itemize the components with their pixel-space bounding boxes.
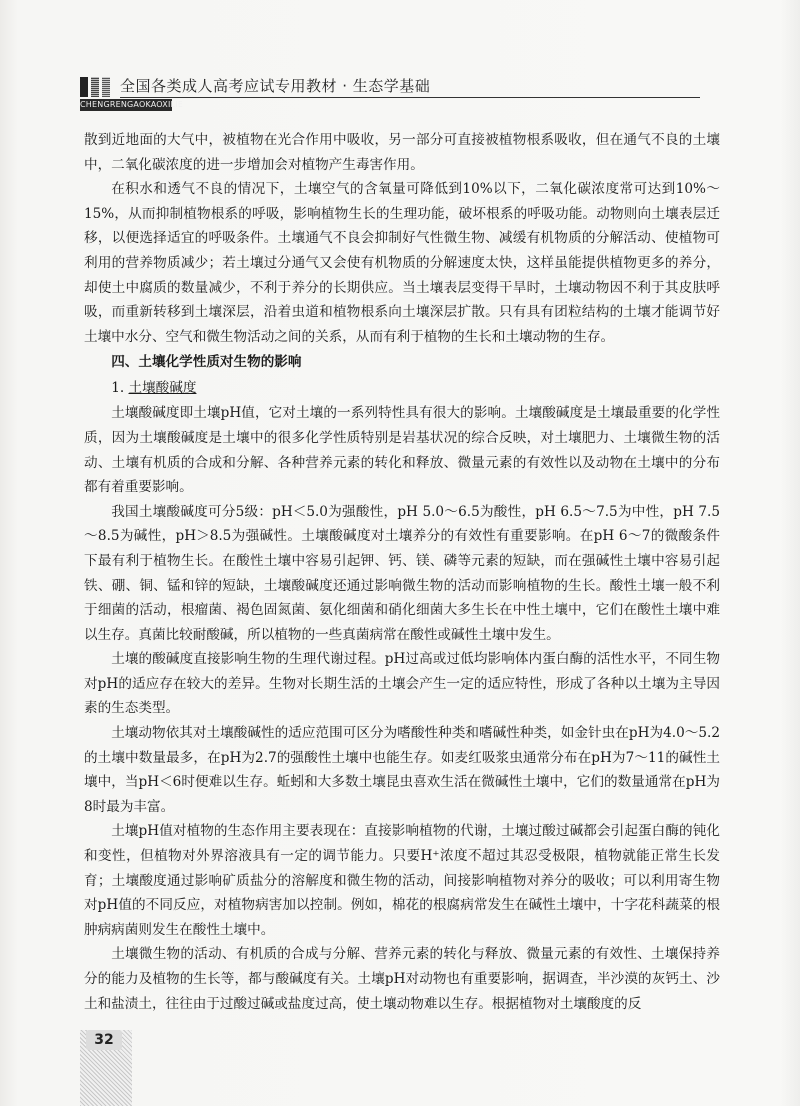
paragraph-8: 土壤微生物的活动、有机质的合成与分解、营养元素的转化与释放、微量元素的有效性、土壤保持养分的能力及植物的生长等，都与酸碱度有关。土壤pH对动物也有重要影响，据调查，半沙漠的灰钙土、沙土和盐渍土，往往由于过酸过碱或盐度过高，使土壤动物难以生存。根据植物对土壤酸度的反 — [84, 946, 720, 1012]
paragraph-1: 散到近地面的大气中，被植物在光合作用中吸收，另一部分可直接被植物根系吸收，但在通气不良的土壤中，二氧化碳浓度的进一步增加会对植物产生毒害作用。 — [84, 132, 720, 173]
paragraph-5: 土壤的酸碱度直接影响生物的生理代谢过程。pH过高或过低均影响体内蛋白酶的活性水平，不同生物对pH的适应存在较大的差异。生物对长期生活的土壤会产生一定的适应特性，形成了各种以土壤为主导因素的生态类型。 — [84, 651, 720, 717]
sub-heading-text: 土壤酸碱度 — [128, 380, 197, 397]
page-body — [84, 128, 720, 1016]
paragraph-7: 土壤pH值对植物的生态作用主要表现在：直接影响植物的代谢，土壤过酸过碱都会引起蛋白酶的钝化和变性，但植物对外界溶液具有一定的调节能力。只要H⁺浓度不超过其忍受极限，植物就能正常生长发育；土壤酸度通过影响矿质盐分的溶解度和微生物的活动，间接影响植物对养分的吸收；可以利用寄生物对pH值的不同反应，对植物病害加以控制。例如，棉花的根腐病常发生在碱性土壤中，十字花科蔬菜的根肿病病菌则发生在酸性土壤中。 — [84, 823, 720, 938]
paragraph-3: 土壤酸碱度即土壤pH值，它对土壤的一系列特性具有很大的影响。土壤酸碱度是土壤最重要的化学性质，因为土壤酸碱度是土壤中的很多化学性质特别是岩基状况的综合反映，对土壤肥力、土壤微生物的活动、土壤有机质的合成和分解、各种营养元素的转化和释放、微量元素的有效性以及动物在土壤中的分布都有着重要影响。 — [84, 405, 720, 496]
page-number: 32 — [86, 1030, 122, 1050]
sub-heading — [84, 375, 720, 401]
paragraph-6: 土壤动物依其对土壤酸碱性的适应范围可区分为嗜酸性种类和嗜碱性种类，如金针虫在pH为4.0～5.2的土壤中数量最多，在pH为2.7的强酸性土壤中也能生存。如麦红吸浆虫通常分布在pH为7～11的碱性土壤中，当pH＜6时便难以生存。蚯蚓和大多数土壤昆虫喜欢生活在微碱性土壤中，它们的数量通常在pH为8时最为丰富。 — [84, 725, 720, 815]
book-title: 全国各类成人高考应试专用教材 · 生态学基础 — [120, 77, 431, 95]
header-bar-1 — [80, 77, 88, 97]
series-label: CHENGRENGAOKAOXILIE — [80, 100, 183, 109]
paragraph-2: 在积水和透气不良的情况下，土壤空气的含氧量可降低到10%以下，二氧化碳浓度常可达到10%～15%，从而抑制植物根系的呼吸，影响植物生长的生理功能，破坏根系的呼吸功能。动物则向土壤表层迁移，以便选择适宜的呼吸条件。土壤通气不良会抑制好气性微生物、减缓有机物质的分解活动、使植物可利用的营养物质减少；若土壤过分通气又会使有机物质的分解速度太快，这样虽能提供植物更多的养分，却使土中腐质的数量减少，不利于养分的长期供应。当土壤表层变得干旱时，土壤动物因不利于其皮肤呼吸，而重新转移到土壤深层，沿着虫道和植物根系向土壤深层扩散。只有具有团粒结构的土壤才能调节好土壤中水分、空气和微生物活动之间的关系，从而有利于植物的生长和土壤动物的生存。 — [84, 181, 720, 345]
section-heading: 四、土壤化学性质对生物的影响 — [111, 354, 302, 371]
sub-heading-number: 1. — [111, 380, 125, 397]
header-bar-3 — [102, 77, 110, 97]
header-bars-icon — [80, 77, 110, 97]
paragraph-4: 我国土壤酸碱度可分5级：pH＜5.0为强酸性，pH 5.0～6.5为酸性，pH 6.5～7.5为中性，pH 7.5～8.5为碱性，pH＞8.5为强碱性。土壤酸碱度对土壤养分的有效性有重要影响。在pH 6～7的微酸条件下最有利于植物生长。在酸性土壤中容易引起钾、钙、镁、磷等元素的短缺，而在强碱性土壤中容易引起铁、硼、铜、锰和锌的短缺，土壤酸碱度还通过影响微生物的活动而影响植物的生长。酸性土壤一般不利于细菌的活动，根瘤菌、褐色固氮菌、氨化细菌和硝化细菌大多生长在中性土壤中，它们在酸性土壤中难以生存。真菌比较耐酸碱，所以植物的一些真菌病常在酸性或碱性土壤中发生。 — [84, 503, 720, 643]
header-bar-2 — [91, 77, 99, 97]
header-rule — [120, 97, 700, 98]
